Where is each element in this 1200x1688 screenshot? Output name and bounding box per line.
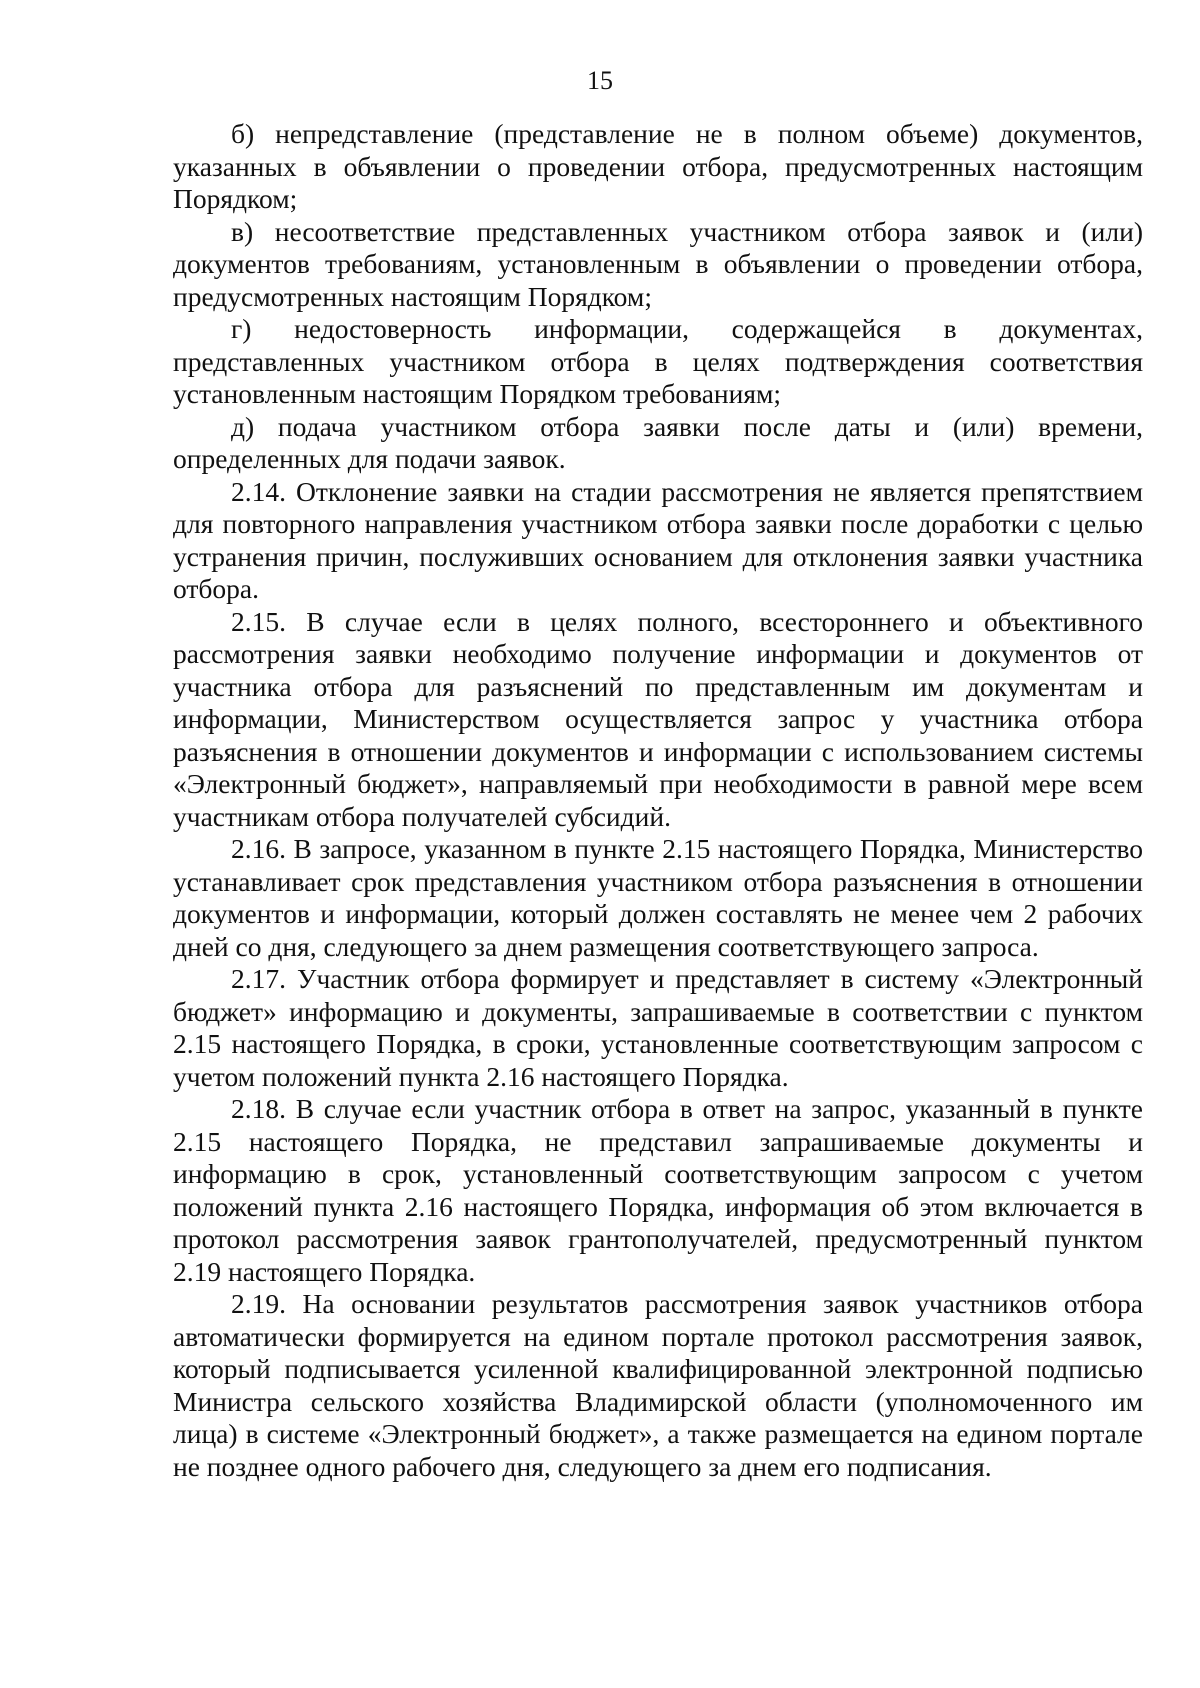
paragraph-2-19: 2.19. На основании результатов рассмотрения заявок участников отбора автоматически формируется на едином портале протокол рассмотрения заявок, который подписывается усиленной квалифицированной электронной подписью Министра сельского хозяйства Владимирской области (уполномоченного им лица) в системе «Электронный бюджет», а также размещается на едином портале не позднее одного рабочего дня, следующего за днем его подписания. (173, 1288, 1143, 1482)
paragraph-2-18: 2.18. В случае если участник отбора в ответ на запрос, указанный в пункте 2.15 настоящего Порядка, не представил запрашиваемые документы и информацию в срок, установленный соответствующим запросом с учетом положений пункта 2.16 настоящего Порядка, информация об этом включается в протокол рассмотрения заявок грантополучателей, предусмотренный пунктом 2.19 настоящего Порядка. (173, 1093, 1143, 1287)
paragraph-item-g: г) недостоверность информации, содержащейся в документах, представленных участником отбора в целях подтверждения соответствия установленным настоящим Порядком требованиям; (173, 313, 1143, 409)
paragraph-item-v: в) несоответствие представленных участником отбора заявок и (или) документов требованиям, установленным в объявлении о проведении отбора, предусмотренных настоящим Порядком; (173, 215, 1143, 312)
paragraph-2-17: 2.17. Участник отбора формирует и представляет в систему «Электронный бюджет» информацию и документы, запрашиваемые в соответствии с пунктом 2.15 настоящего Порядка, в сроки, установленные соответствующим запросом с учетом положений пункта 2.16 настоящего Порядка. (173, 963, 1143, 1092)
paragraph-2-15: 2.15. В случае если в целях полного, всестороннего и объективного рассмотрения заявки необходимо получение информации и документов от участника отбора для разъяснений по представленным им документам и информации, Министерством осуществляется запрос у участника отбора разъяснения в отношении документов и информации с использованием системы «Электронный бюджет», направляемый при необходимости в равной мере всем участникам отбора получателей субсидий. (173, 605, 1143, 832)
page-number: 15 (587, 66, 613, 95)
document-body (173, 118, 1143, 1483)
paragraph-item-d: д) подача участником отбора заявки после даты и (или) времени, определенных для подачи заявок. (173, 410, 1143, 474)
paragraph-item-b: б) непредставление (представление не в полном объеме) документов, указанных в объявлении о проведении отбора, предусмотренных настоящим Порядком; (173, 118, 1143, 214)
paragraph-2-16: 2.16. В запросе, указанном в пункте 2.15 настоящего Порядка, Министерство устанавливает срок представления участником отбора разъяснения в отношении документов и информации, который должен составлять не менее чем 2 рабочих дней со дня, следующего за днем размещения соответствующего запроса. (173, 833, 1143, 962)
paragraph-2-14: 2.14. Отклонение заявки на стадии рассмотрения не является препятствием для повторного направления участником отбора заявки после доработки с целью устранения причин, послуживших основанием для отклонения заявки участника отбора. (173, 475, 1143, 604)
